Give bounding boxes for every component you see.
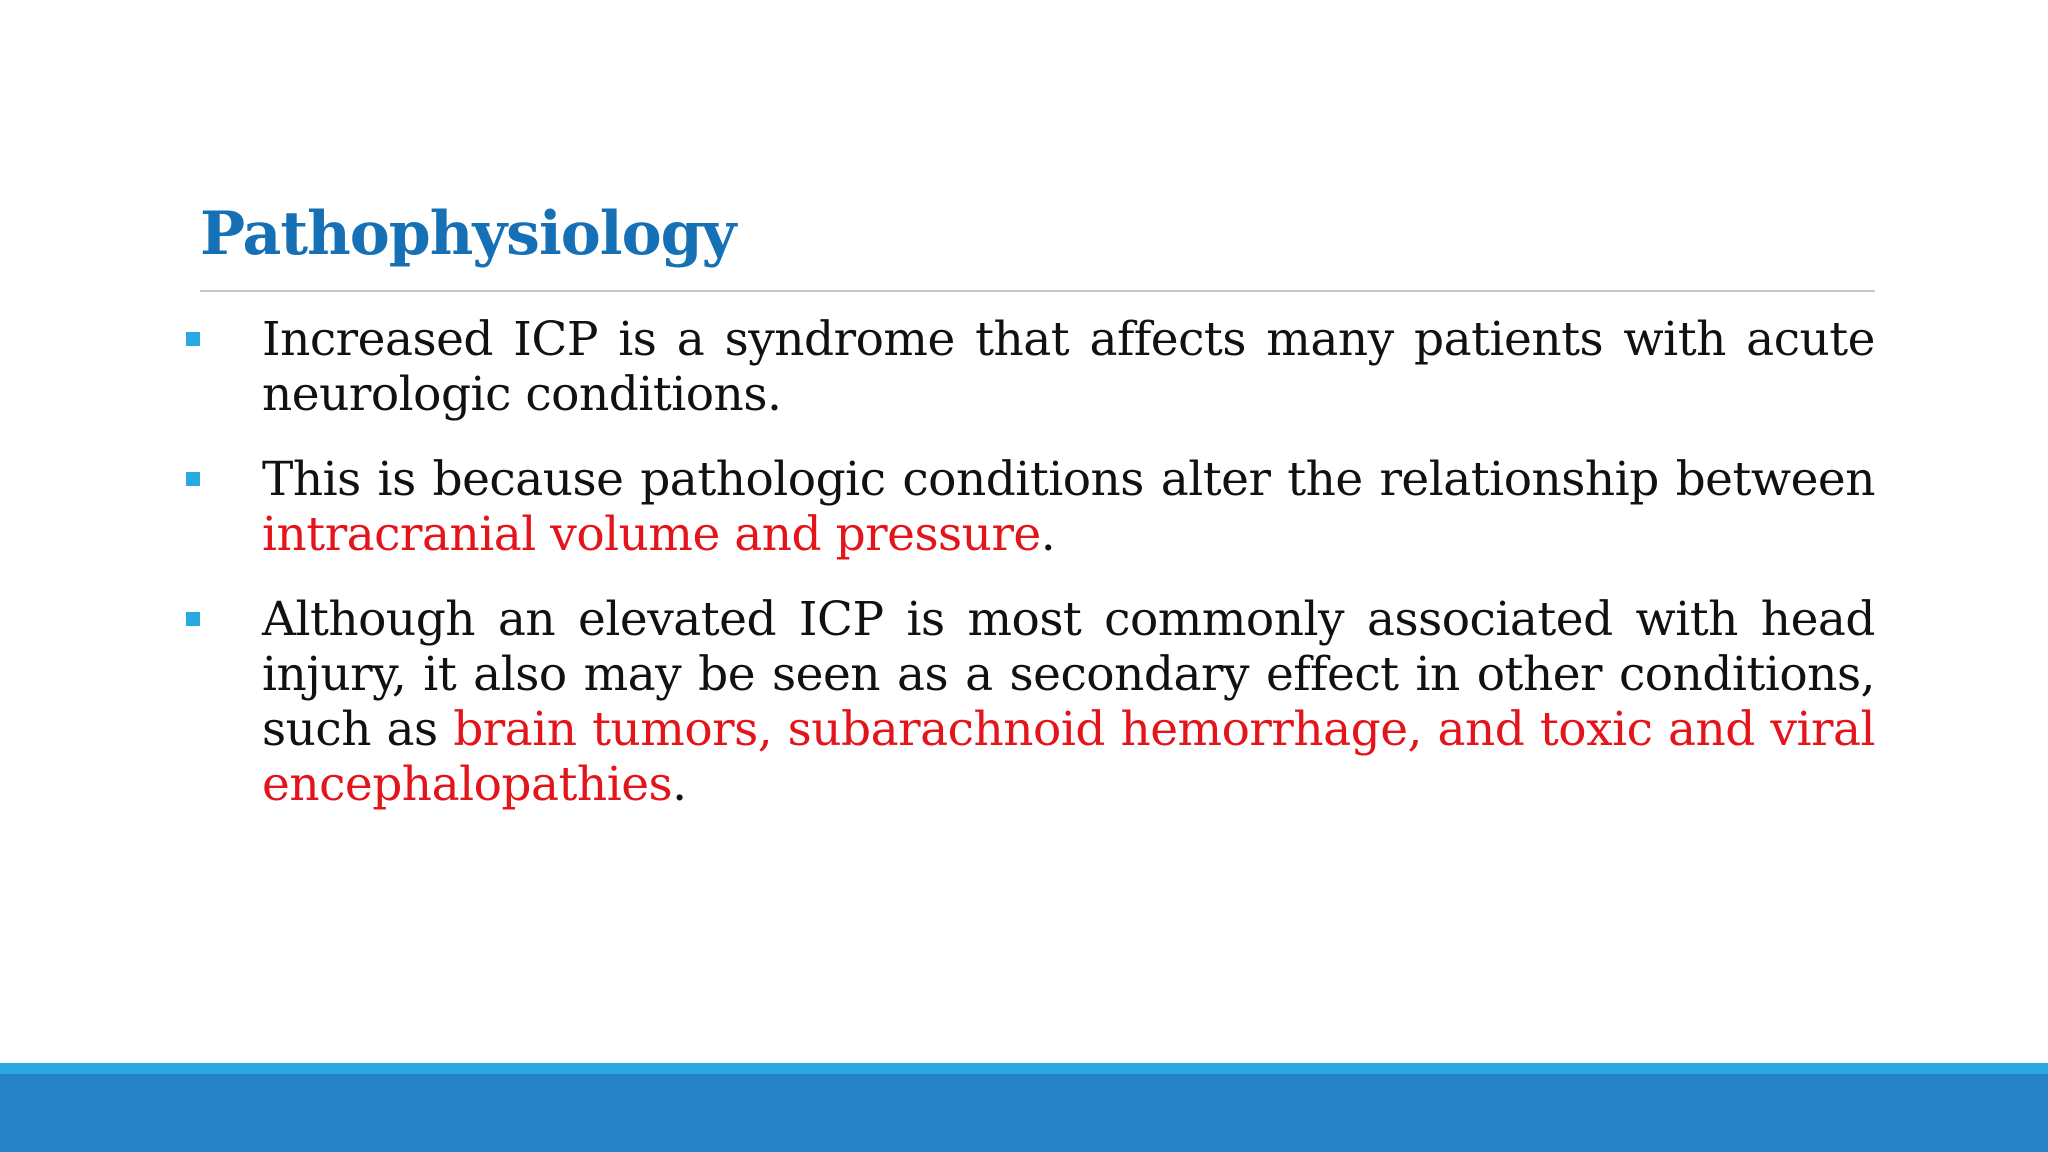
- footer-band: [0, 1074, 2048, 1152]
- bullet-item: [186, 452, 1875, 562]
- bullet-list: [186, 312, 1875, 842]
- bullet-text-segment: .: [1040, 507, 1056, 562]
- square-bullet-icon: [186, 612, 200, 626]
- highlighted-text: intracranial volume and pressure: [262, 507, 1041, 562]
- title-divider: [200, 290, 1875, 292]
- bullet-text-segment: Increased ICP is a syndrome that affects many patients with acute neurologic conditions.: [262, 312, 1875, 422]
- highlighted-text: brain tumors, subarachnoid hemorrhage, and toxic and viral encephalopathies: [262, 702, 1875, 812]
- bullet-text-segment: .: [672, 757, 687, 812]
- bullet-item: [186, 312, 1875, 422]
- bullet-item: [186, 592, 1875, 812]
- slide-title: Pathophysiology: [200, 199, 736, 269]
- footer-accent-line: [0, 1063, 2048, 1074]
- bullet-text-segment: This is because pathologic conditions alter the relationship between: [262, 452, 1875, 507]
- square-bullet-icon: [186, 472, 200, 486]
- bullet-text: [262, 452, 1875, 562]
- bullet-text-segment: Although an elevated ICP is most commonly associated with head injury, it also may be seen as a secondary effect in other conditions, such as: [262, 592, 1875, 757]
- bullet-text: [262, 592, 1875, 812]
- square-bullet-icon: [186, 332, 200, 346]
- bullet-text: [262, 312, 1875, 422]
